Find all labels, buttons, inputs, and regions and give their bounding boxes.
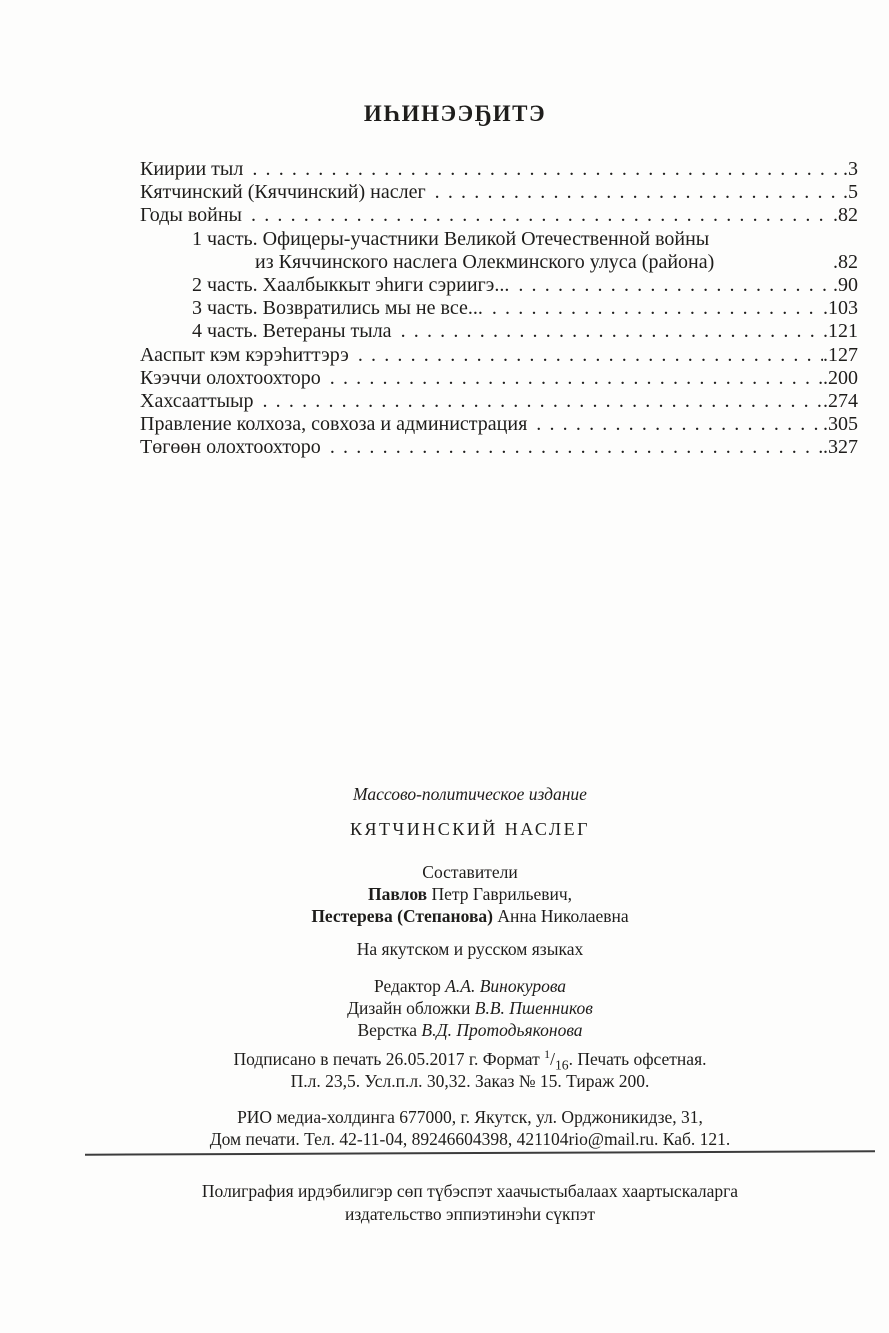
toc-entry	[140, 181, 858, 204]
dot-leader	[349, 344, 823, 367]
disclaimer-line: Полиграфия ирдэбилигэр сөп түбэспэт хаачыстыбалаах хаартыскаларга	[201, 1181, 739, 1201]
toc-entry	[140, 367, 858, 390]
toc-page-number: . 82	[833, 204, 858, 227]
print-info-line	[50, 1047, 889, 1073]
staff-name: В.В. Пшенников	[474, 998, 593, 1018]
toc-page-number: . 305	[823, 413, 858, 436]
toc-page-number: . 103	[823, 297, 858, 320]
print-info-text: . Печать офсетная.	[568, 1049, 707, 1069]
toc-page-number: . 274	[823, 390, 858, 413]
edition-type: Массово-политическое издание	[353, 784, 587, 804]
toc-entry-title: Кятчинский (Кяччинский) наслег	[140, 181, 426, 204]
toc-entry	[140, 436, 858, 459]
toc-entry	[140, 320, 858, 343]
disclaimer-block	[50, 1180, 889, 1225]
toc-entry	[140, 228, 858, 251]
horizontal-rule	[85, 1150, 875, 1155]
compiler-name: Анна Николаевна	[492, 906, 629, 926]
toc-entry	[140, 297, 858, 320]
toc-entry-title: Кээччи олохтоохторо	[140, 366, 321, 389]
staff-name: А.А. Винокурова	[445, 976, 567, 996]
toc-page-number: . 3	[843, 158, 858, 181]
dot-leader	[321, 436, 823, 459]
toc-page-number: . 121	[823, 320, 858, 343]
compiler-line	[50, 905, 889, 927]
book-title: КЯТЧИНСКИЙ НАСЛЕГ	[350, 819, 590, 839]
compilers-header: Составители	[422, 862, 518, 882]
toc-entry	[140, 413, 858, 436]
toc-page-number: . 90	[833, 274, 858, 297]
toc-page-number: . 327	[823, 436, 858, 459]
toc-entry	[140, 274, 858, 297]
compiler-surname: Пестерева (Степанова)	[311, 906, 493, 926]
dot-leader	[321, 367, 823, 390]
toc-entry-title: 1 часть. Офицеры-участники Великой Отечественной войны	[192, 227, 710, 250]
publisher-address-line: РИО медиа-холдинга 677000, г. Якутск, ул. Орджоникидзе, 31,	[237, 1107, 703, 1127]
toc-entry-title: Правление колхоза, совхоза и администрация	[140, 413, 528, 436]
print-info-text: Подписано в печать 26.05.2017 г. Формат	[233, 1049, 545, 1069]
toc-entry	[140, 158, 858, 181]
toc-entry	[140, 204, 858, 227]
staff-line-cover-design	[50, 997, 889, 1019]
dot-leader	[483, 297, 823, 320]
dot-leader	[509, 274, 833, 297]
format-fraction-denominator: 16	[554, 1057, 569, 1073]
toc-entry	[140, 390, 858, 413]
toc-page-number: . 200	[823, 367, 858, 390]
toc-entry-title: из Кяччинского наслега Олекминского улуса (района)	[255, 250, 715, 273]
toc-entry-title: Ааспыт кэм кэрэһиттэрэ	[140, 343, 349, 366]
disclaimer-line: издательство эппиэтинэһи сүкпэт	[344, 1203, 596, 1224]
staff-line-editor	[50, 975, 889, 997]
print-info-line: П.л. 23,5. Усл.п.л. 30,32. Заказ № 15. Тираж 200.	[290, 1071, 650, 1091]
staff-role: Дизайн обложки	[347, 998, 475, 1018]
toc-entry-title: 4 часть. Ветераны тыла	[192, 320, 392, 343]
dot-leader	[243, 158, 843, 181]
dot-leader	[392, 320, 823, 343]
toc-entry-title: Төгөөн олохтоохторо	[140, 436, 321, 459]
staff-line-layout	[50, 1019, 889, 1041]
compiler-line	[50, 883, 889, 905]
contents-title: ИҺИНЭЭҔИТЭ	[363, 101, 547, 126]
toc-entry-title: Киирии тыл	[140, 158, 244, 180]
publisher-address-line: Дом печати. Тел. 42-11-04, 89246604398, 421104rio@mail.ru. Каб. 121.	[209, 1129, 731, 1149]
toc-page-number: . 5	[843, 181, 858, 204]
dot-leader	[253, 390, 823, 413]
compiler-surname: Павлов	[367, 884, 428, 904]
toc-entry-title: 2 часть. Хаалбыккыт эһиги сэриигэ...	[192, 274, 510, 297]
toc-entry-title: 3 часть. Возвратились мы не все...	[192, 297, 483, 320]
staff-role: Верстка	[357, 1020, 422, 1040]
colophon-block	[50, 783, 889, 1150]
toc-entry-title: Годы войны	[140, 204, 242, 227]
languages-note: На якутском и русском языках	[356, 939, 584, 959]
staff-name: В.Д. Протодьяконова	[421, 1020, 583, 1040]
toc-page-number: . 82	[833, 251, 858, 274]
format-fraction-numerator: 1	[544, 1047, 551, 1062]
format-fraction-slash: /	[550, 1049, 555, 1069]
dot-leader	[527, 413, 823, 436]
toc-entry	[140, 344, 858, 367]
dot-leader	[242, 204, 833, 227]
compiler-name: Петр Гаврильевич,	[427, 884, 573, 904]
toc-entry-title: Хахсааттыыр	[140, 390, 254, 413]
staff-role: Редактор	[373, 976, 446, 996]
toc-page-number: . 127	[823, 344, 858, 367]
toc-entry	[140, 251, 858, 274]
table-of-contents	[140, 158, 858, 460]
dot-leader	[426, 181, 843, 204]
